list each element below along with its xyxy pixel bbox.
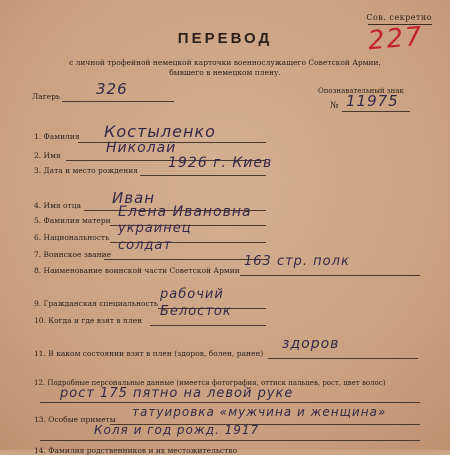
rank-value: солдат [118, 238, 172, 253]
rank-label: 7. Воинское звание [34, 250, 112, 259]
nationality-value: украинец [118, 221, 192, 236]
camp-label: Лагерь [32, 92, 60, 101]
unit-label: 8. Наименование воинской части Советской Армии [34, 266, 240, 275]
reg-prefix: № [330, 101, 339, 111]
capture-place-value: Белосток [160, 304, 232, 319]
father-name-label: 4. Имя отца [34, 201, 81, 210]
reg-line [342, 111, 410, 112]
mother-surname-value: Елена Ивановна [118, 204, 252, 220]
surname-value: Костыленко [104, 122, 216, 141]
reg-value: 11975 [346, 92, 399, 110]
capture-condition-label: 11. В каком состоянии взят в плен (здоров, болен, ранен) [34, 349, 264, 358]
red-case-number: 227 [367, 21, 426, 57]
special-marks-label: 13. Особые приметы [34, 415, 116, 424]
name-label: 2. Имя [34, 151, 61, 160]
personal-data-label: 12. Подробные персональные данные (имеется фотография, оттиск пальцев, рост, цвет волос) [34, 379, 386, 387]
camp-value: 326 [96, 80, 128, 98]
document-subtitle [0, 58, 450, 78]
relatives-label: 14. Фамилия родственников и их местожительство [34, 446, 238, 455]
subtitle-line-2: бывшего в немецком плену. [169, 68, 281, 77]
document-title: ПЕРЕВОД [177, 30, 273, 47]
special-marks-line-2 [40, 440, 420, 441]
capture-condition-value: здоров [282, 336, 340, 352]
personal-data-line [40, 402, 420, 403]
capture-place-label: 10. Когда и где взят в плен [34, 316, 143, 325]
birth-line [140, 175, 266, 176]
personal-data-value: рост 175 пятно на левой руке [60, 386, 294, 401]
birth-value: 1926 г. Киев [168, 155, 273, 171]
unit-line [240, 275, 420, 276]
birth-label: 3. Дата и место рождения [34, 166, 139, 175]
special-marks-value-2: Коля и год рожд. 1917 [94, 423, 260, 437]
profession-value: рабочий [160, 287, 224, 302]
reg-label: Опознавательный знак [318, 87, 404, 95]
father-name-value: Иван [112, 189, 156, 207]
profession-label: 9. Гражданская специальность [34, 299, 158, 308]
special-marks-value: татуировка «мужчина и женщина» [132, 405, 387, 419]
nationality-label: 6. Национальность [34, 233, 110, 242]
secrecy-stamp: Сов. секретно [366, 13, 432, 22]
name-value: Николай [106, 140, 177, 156]
mother-surname-label: 5. Фамилия матери [34, 216, 111, 225]
surname-label: 1. Фамилия [34, 132, 80, 141]
rank-line [104, 259, 266, 260]
unit-value: 163 стр. полк [244, 254, 350, 269]
subtitle-line-1: с личной трофейной немецкой карточки военнослужащего Советской Армии, [69, 58, 381, 67]
capture-place-line [150, 325, 266, 326]
camp-line [62, 101, 174, 102]
capture-condition-line [268, 358, 418, 359]
